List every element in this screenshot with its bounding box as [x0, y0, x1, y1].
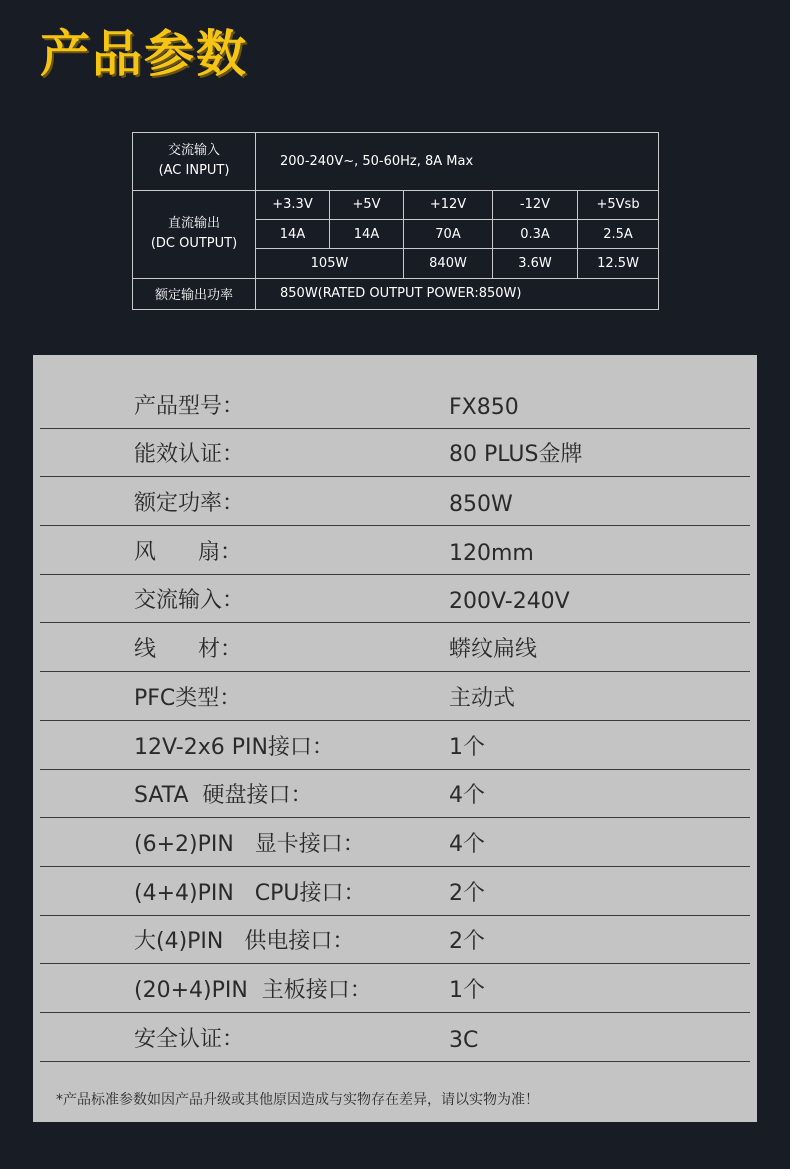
param-key: 安全认证：	[134, 1026, 245, 1052]
param-key: (4+4)PIN CPU接口：	[134, 880, 366, 906]
ac-input-label-en: (AC INPUT)	[158, 163, 230, 179]
param-key: 风 扇：	[134, 539, 242, 565]
param-key: 能效认证：	[134, 442, 245, 468]
param-key: 12V-2x6 PIN接口：	[134, 734, 334, 760]
ac-input-label-cn: 交流输入	[167, 143, 220, 159]
rail-cell: +5V	[330, 190, 404, 219]
rated-row	[133, 278, 659, 309]
param-key: (20+4)PIN 主板接口：	[134, 978, 372, 1004]
param-key: 线 材：	[134, 637, 242, 663]
current-cell: 14A	[256, 219, 330, 248]
param-value: 2个	[449, 929, 485, 955]
rated-value: 850W(RATED OUTPUT POWER:850W)	[256, 278, 659, 309]
param-value: 2个	[449, 880, 485, 906]
param-row	[40, 477, 750, 526]
param-key: SATA 硬盘接口：	[134, 783, 313, 809]
current-cell: 70A	[404, 219, 493, 248]
page-title: 产品参数	[40, 25, 248, 83]
param-value: 主动式	[449, 685, 516, 711]
disclaimer-note: *产品标准参数如因产品升级或其他原因造成与实物存在差异，请以实物为准！	[56, 1092, 539, 1108]
param-value: FX850	[449, 394, 519, 420]
param-value: 200V-240V	[449, 589, 570, 615]
ac-input-label	[133, 133, 256, 191]
param-key: 额定功率：	[134, 491, 245, 517]
ac-input-row	[133, 133, 659, 191]
param-value: 120mm	[449, 540, 534, 566]
param-row	[40, 818, 750, 867]
power-cell: 105W	[256, 249, 404, 278]
param-row	[40, 624, 750, 673]
param-value: 850W	[449, 492, 513, 518]
rail-cell: -12V	[493, 190, 578, 219]
ac-input-value: 200-240V~, 50-60Hz, 8A Max	[256, 133, 659, 191]
rail-cell: +5Vsb	[578, 190, 659, 219]
param-value: 80 PLUS金牌	[449, 442, 583, 468]
param-row	[40, 964, 750, 1013]
power-cell: 3.6W	[493, 249, 578, 278]
params-panel	[33, 355, 757, 1122]
param-key: 产品型号：	[134, 393, 245, 419]
current-cell: 14A	[330, 219, 404, 248]
param-value: 4个	[449, 831, 485, 857]
param-row	[40, 721, 750, 770]
param-row	[40, 916, 750, 965]
param-key: 大(4)PIN 供电接口：	[134, 929, 355, 955]
param-key: 交流输入：	[134, 588, 245, 614]
param-row	[40, 429, 750, 478]
rated-label: 额定输出功率	[133, 278, 256, 309]
dc-output-label-en: (DC OUTPUT)	[150, 236, 238, 252]
power-cell: 12.5W	[578, 249, 659, 278]
rail-row	[133, 190, 659, 219]
param-row	[40, 1013, 750, 1062]
param-row	[40, 575, 750, 624]
param-value: 3C	[449, 1027, 479, 1053]
param-value: 蟒纹扁线	[449, 637, 538, 663]
dc-output-label	[133, 190, 256, 278]
spec-table	[132, 132, 659, 310]
rail-cell: +3.3V	[256, 190, 330, 219]
power-cell: 840W	[404, 249, 493, 278]
param-value: 1个	[449, 734, 485, 760]
param-value: 4个	[449, 783, 485, 809]
param-row	[40, 672, 750, 721]
param-row	[40, 526, 750, 575]
rail-cell: +12V	[404, 190, 493, 219]
current-cell: 0.3A	[493, 219, 578, 248]
param-row	[40, 770, 750, 819]
param-row	[40, 380, 750, 429]
param-key: PFC类型：	[134, 685, 242, 711]
param-row	[40, 867, 750, 916]
current-cell: 2.5A	[578, 219, 659, 248]
param-value: 1个	[449, 978, 485, 1004]
dc-output-label-cn: 直流输出	[167, 216, 220, 232]
param-key: (6+2)PIN 显卡接口：	[134, 831, 365, 857]
